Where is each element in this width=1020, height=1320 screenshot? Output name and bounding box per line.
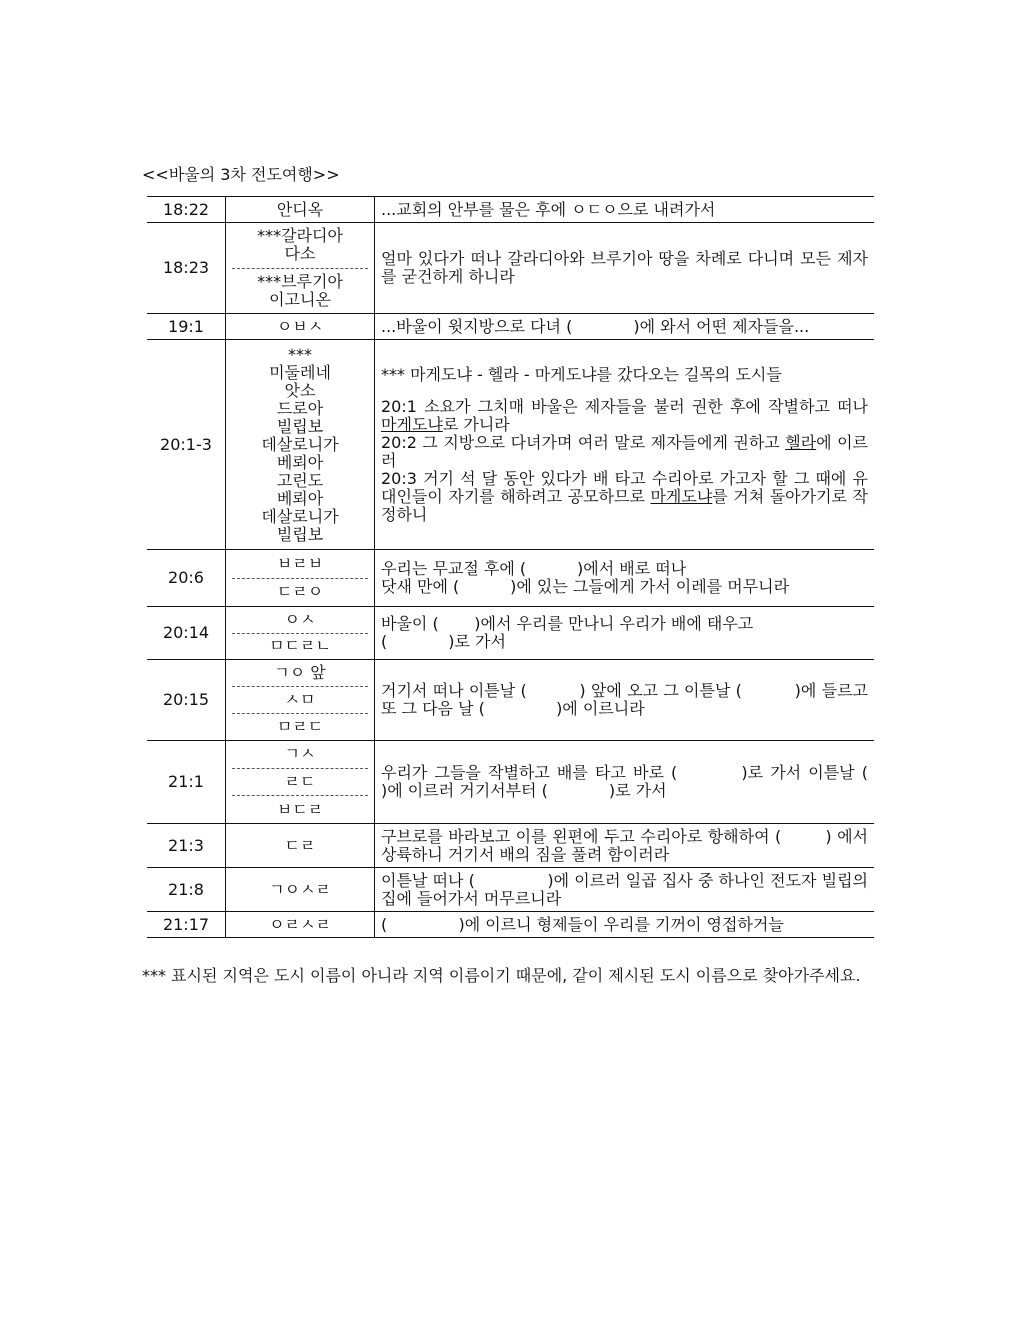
place-name: ㅁㄹㄷ — [232, 713, 368, 740]
verse-text: 20:3 거기 석 달 동안 있다가 배 타고 수리아로 가고자 할 그 때에 유대인들이 자기를 해하려고 공모하므로 — [381, 468, 868, 506]
verse-text: 바울이 ( )에서 우리를 만나니 우리가 배에 태우고 — [381, 614, 754, 633]
place-cell — [226, 607, 375, 660]
verse-ref: 18:23 — [147, 223, 226, 314]
verse-20-1 — [381, 398, 868, 434]
place-cell — [226, 912, 375, 938]
verse-text: ( )에 이르니 형제들이 우리를 기꺼이 영접하거늘 — [375, 912, 875, 938]
verse-text: 얼마 있다가 떠나 갈라디아와 브루기아 땅을 차례로 다니며 모든 제자를 굳건하게 하니라 — [375, 223, 875, 314]
verse-ref: 20:6 — [147, 550, 226, 607]
place-name: ㄱㅇㅅㄹ — [269, 879, 331, 899]
verse-text: ...바울이 윗지방으로 다녀 ( )에 와서 어떤 제자들을... — [375, 314, 875, 340]
verse-ref: 21:17 — [147, 912, 226, 938]
verse-text: 이튿날 떠나 ( )에 이르러 일곱 집사 중 하나인 전도자 빌립의 집에 들어가서 머무르니라 — [375, 868, 875, 912]
table-row — [147, 550, 874, 607]
verse-text: 우리가 그들을 작별하고 배를 타고 바로 ( )로 가서 이튿날 ( )에 이르러 거기서부터 ( )로 가서 — [375, 741, 875, 824]
verse-ref: 21:8 — [147, 868, 226, 912]
note-line: *** 마게도냐 - 헬라 - 마게도냐를 갔다오는 길목의 도시들 — [381, 364, 782, 384]
place-name: ㄱㅇ 앞 — [274, 663, 326, 682]
verse-text: 로 가니라 — [442, 414, 510, 434]
place-name: ㅇㄹㅅㄹ — [269, 914, 331, 934]
underlined-place: 마게도냐 — [650, 486, 713, 506]
place-name: ㄷㄹ — [284, 835, 316, 855]
place-name: ㅇㅅ — [284, 609, 316, 629]
place-name: ㅇㅂㅅ — [276, 316, 324, 336]
verse-text: 우리는 무교절 후에 ( )에서 배로 떠나 — [381, 559, 687, 578]
place-name: ㄷㄹㅇ — [232, 578, 368, 607]
verse-text: 구브로를 바라보고 이를 왼편에 두고 수리아로 항해하여 ( ) 에서 상륙하니 거기서 배의 짐을 풀려 함이러라 — [375, 824, 875, 868]
verse-ref: 20:14 — [147, 607, 226, 660]
table-row — [147, 314, 874, 340]
verse-text: 20:2 그 지방으로 다녀가며 여러 말로 제자들에게 권하고 — [381, 432, 786, 452]
verse-ref: 19:1 — [147, 314, 226, 340]
table-row — [147, 197, 874, 223]
verse-ref: 20:15 — [147, 660, 226, 741]
place-name: ㄱㅅ — [284, 744, 316, 764]
page-title: <<바울의 3차 전도여행>> — [142, 165, 340, 184]
verse-text: 20:1 소요가 그치매 바울은 제자들을 불러 권한 후에 작별하고 떠나 — [381, 396, 868, 416]
table-row — [147, 868, 874, 912]
table-row — [147, 340, 874, 550]
verse-ref: 21:1 — [147, 741, 226, 824]
place-name: ㄹㄷ — [232, 768, 368, 796]
verse-20-2 — [381, 434, 868, 470]
table-row — [147, 223, 874, 314]
place-name: ㅂㄷㄹ — [232, 795, 368, 823]
table-row — [147, 824, 874, 868]
place-name: ***갈라디아 다소 — [257, 226, 343, 264]
place-name: ***브루기아 이고니온 — [232, 268, 368, 314]
place-cell — [226, 340, 375, 550]
place-cell — [226, 223, 375, 314]
verse-text-block — [375, 340, 875, 550]
verse-ref: 18:22 — [147, 197, 226, 223]
place-cell — [226, 741, 375, 824]
place-cell — [226, 550, 375, 607]
place-cell — [226, 314, 375, 340]
verse-ref: 21:3 — [147, 824, 226, 868]
place-name: ㅁㄷㄹㄴ — [232, 633, 368, 660]
table-row — [147, 607, 874, 660]
verse-text: ...교회의 안부를 물은 후에 ㅇㄷㅇ으로 내려가서 — [375, 197, 875, 223]
verse-ref: 20:1-3 — [147, 340, 226, 550]
place-name: ㅅㅁ — [232, 686, 368, 713]
verse-20-3 — [381, 470, 868, 524]
verse-text: 거기서 떠나 이튿날 ( ) 앞에 오고 그 이튿날 ( )에 들르고 또 그 다음 날 ( )에 이르니라 — [375, 660, 875, 741]
verse-text: 닷새 만에 ( )에 있는 그들에게 가서 이레를 머무니라 — [381, 577, 790, 596]
underlined-place: 마게도냐 — [381, 414, 443, 434]
place-name: 안디옥 — [276, 199, 324, 219]
verse-text: 에 이르러 — [381, 432, 868, 470]
place-cell — [226, 197, 375, 223]
footer-note: *** 표시된 지역은 도시 이름이 아니라 지역 이름이기 때문에, 같이 제시된 도시 이름으로 찾아가주세요. — [142, 966, 861, 985]
underlined-place: 헬라 — [785, 432, 817, 452]
verse-text: 를 거쳐 돌아가기로 작정하니 — [381, 486, 868, 524]
verse-text: ( )로 가서 — [381, 632, 506, 651]
table-row — [147, 912, 874, 938]
place-cell — [226, 824, 375, 868]
place-cell — [226, 660, 375, 741]
place-name: *** 미둘레네 앗소 드로아 빌립보 데살로니가 베뢰아 고린도 베뢰아 데살로니가 빌립보 — [261, 344, 339, 544]
place-name: ㅂㄹㅂ — [276, 553, 324, 573]
verse-text-block — [375, 550, 875, 607]
place-cell — [226, 868, 375, 912]
table-row — [147, 660, 874, 741]
verse-text-block — [375, 607, 875, 660]
journey-table — [147, 196, 924, 938]
table-row — [147, 741, 874, 824]
